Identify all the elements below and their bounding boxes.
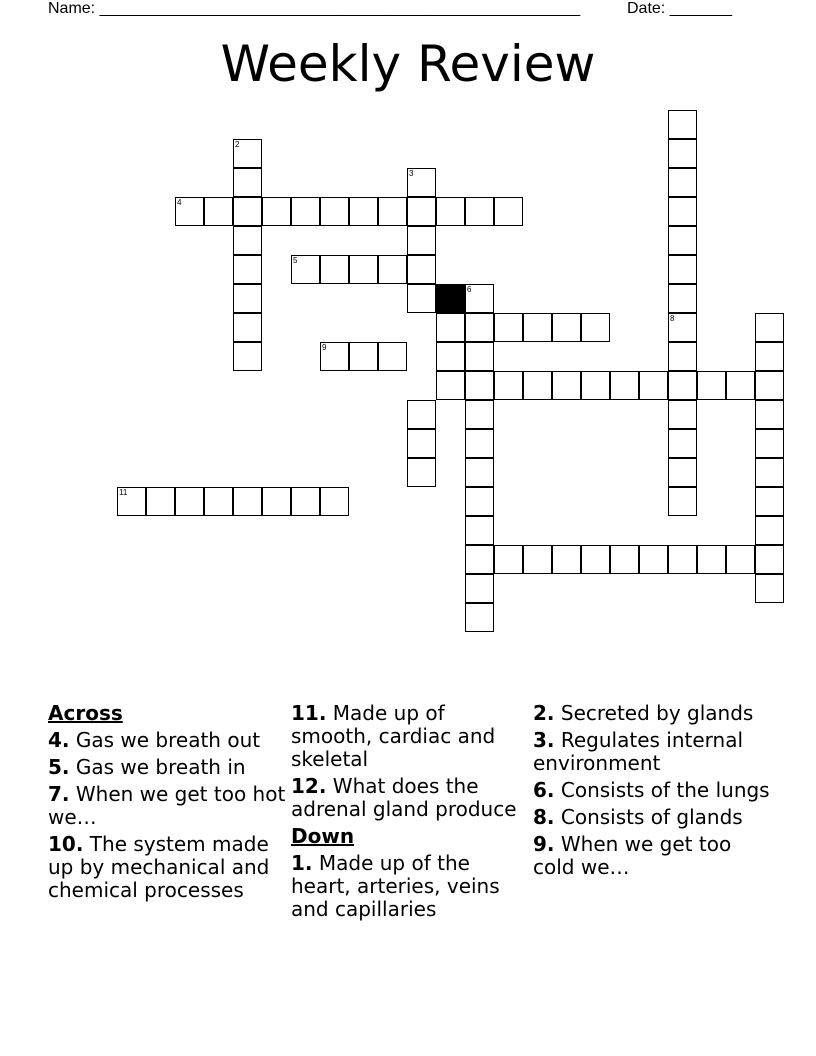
grid-cell[interactable]	[233, 313, 262, 342]
grid-cell[interactable]	[668, 110, 697, 139]
clue-down-8: 8. Consists of glands	[533, 805, 743, 829]
grid-cell[interactable]	[755, 545, 784, 574]
clue-down-1: 1. Made up of the heart, arteries, veins and capillaries	[291, 851, 500, 921]
grid-cell[interactable]	[465, 342, 494, 371]
clue-across-12: 12. What does the adrenal gland produce	[291, 774, 517, 821]
clue-across-10: 10. The system made up by mechanical and chemical processes	[48, 832, 270, 902]
clue-across-4: 4. Gas we breath out	[48, 728, 261, 752]
grid-cell[interactable]	[407, 429, 436, 458]
grid-cell[interactable]	[349, 197, 378, 226]
grid-cell[interactable]	[378, 197, 407, 226]
grid-cell[interactable]	[465, 284, 494, 313]
grid-cell[interactable]	[668, 487, 697, 516]
grid-cell[interactable]	[146, 487, 175, 516]
grid-cell[interactable]	[668, 168, 697, 197]
grid-cell[interactable]	[320, 342, 349, 371]
grid-cell[interactable]	[465, 603, 494, 632]
clue-number: 8	[670, 314, 675, 323]
grid-cell[interactable]	[610, 545, 639, 574]
grid-cell[interactable]	[233, 168, 262, 197]
grid-cell[interactable]	[465, 429, 494, 458]
grid-cell[interactable]	[233, 226, 262, 255]
page-title: Weekly Review	[220, 35, 596, 93]
grid-cell[interactable]	[668, 545, 697, 574]
grid-cell[interactable]	[668, 342, 697, 371]
grid-cell[interactable]	[668, 458, 697, 487]
grid-cell[interactable]	[581, 371, 610, 400]
grid-cell[interactable]	[407, 197, 436, 226]
grid-cell[interactable]	[668, 255, 697, 284]
date-field-label: Date: _______	[627, 0, 732, 17]
grid-cell[interactable]	[755, 458, 784, 487]
grid-cell[interactable]	[668, 400, 697, 429]
grid-cell[interactable]	[755, 574, 784, 603]
grid-cell[interactable]	[552, 545, 581, 574]
grid-cell[interactable]	[755, 487, 784, 516]
clue-number: 5	[293, 256, 298, 265]
clues-column-3	[533, 702, 773, 883]
grid-cell[interactable]	[668, 313, 697, 342]
grid-cell[interactable]	[465, 197, 494, 226]
grid-cell[interactable]	[494, 545, 523, 574]
grid-cell[interactable]	[233, 139, 262, 168]
grid-cell[interactable]	[465, 313, 494, 342]
grid-cell[interactable]	[523, 313, 552, 342]
grid-cell[interactable]	[726, 371, 755, 400]
clue-across-7: 7. When we get too hot we…	[48, 782, 286, 829]
grid-cell[interactable]	[465, 516, 494, 545]
grid-cell[interactable]	[523, 545, 552, 574]
grid-cell[interactable]	[639, 371, 668, 400]
grid-cell[interactable]	[668, 197, 697, 226]
clue-across-5: 5. Gas we breath in	[48, 755, 246, 779]
grid-cell[interactable]	[175, 487, 204, 516]
grid-cell[interactable]	[610, 371, 639, 400]
clues-column-2	[291, 702, 531, 925]
grid-cell[interactable]	[233, 342, 262, 371]
grid-cell[interactable]	[639, 545, 668, 574]
clue-down-3: 3. Regulates internal environment	[533, 728, 744, 775]
grid-cell[interactable]	[407, 400, 436, 429]
grid-cell[interactable]	[407, 226, 436, 255]
clues-column-1	[48, 702, 288, 906]
grid-cell[interactable]	[233, 487, 262, 516]
grid-cell[interactable]	[204, 197, 233, 226]
clue-number: 6	[467, 285, 472, 294]
grid-cell[interactable]	[436, 371, 465, 400]
grid-cell[interactable]	[465, 545, 494, 574]
clue-down-9: 9. When we get too cold we…	[533, 832, 732, 879]
grid-cell[interactable]	[755, 313, 784, 342]
grid-cell[interactable]	[494, 197, 523, 226]
grid-cell[interactable]	[755, 400, 784, 429]
grid-cell[interactable]	[581, 545, 610, 574]
grid-cell[interactable]	[175, 197, 204, 226]
grid-cell[interactable]	[407, 284, 436, 313]
clue-number: 4	[177, 198, 182, 207]
grid-cell[interactable]	[378, 342, 407, 371]
grid-cell[interactable]	[407, 458, 436, 487]
grid-cell[interactable]	[668, 429, 697, 458]
grid-cell[interactable]	[233, 284, 262, 313]
grid-cell[interactable]	[755, 342, 784, 371]
grid-block-cell	[436, 284, 465, 313]
grid-cell[interactable]	[697, 371, 726, 400]
down-heading: Down	[291, 824, 355, 848]
grid-cell[interactable]	[697, 545, 726, 574]
grid-cell[interactable]	[755, 371, 784, 400]
grid-cell[interactable]	[320, 487, 349, 516]
grid-cell[interactable]	[465, 400, 494, 429]
grid-cell[interactable]	[668, 284, 697, 313]
grid-cell[interactable]	[465, 371, 494, 400]
name-field-label: Name: ______________________________________________________	[48, 0, 581, 17]
grid-cell[interactable]	[204, 487, 233, 516]
grid-cell[interactable]	[668, 226, 697, 255]
grid-cell[interactable]	[581, 313, 610, 342]
clue-down-6: 6. Consists of the lungs	[533, 778, 770, 802]
grid-cell[interactable]	[436, 197, 465, 226]
grid-cell[interactable]	[407, 255, 436, 284]
grid-cell[interactable]	[465, 574, 494, 603]
grid-cell[interactable]	[233, 255, 262, 284]
grid-cell[interactable]	[668, 139, 697, 168]
grid-cell[interactable]	[668, 371, 697, 400]
grid-cell[interactable]	[494, 313, 523, 342]
grid-cell[interactable]	[726, 545, 755, 574]
grid-cell[interactable]	[117, 487, 146, 516]
grid-cell[interactable]	[320, 197, 349, 226]
grid-cell[interactable]	[291, 487, 320, 516]
grid-cell[interactable]	[378, 255, 407, 284]
across-heading: Across	[48, 701, 123, 725]
grid-cell[interactable]	[262, 487, 291, 516]
grid-cell[interactable]	[465, 487, 494, 516]
grid-cell[interactable]	[494, 371, 523, 400]
grid-cell[interactable]	[436, 313, 465, 342]
clue-number: 9	[322, 343, 327, 352]
grid-cell[interactable]	[755, 516, 784, 545]
grid-cell[interactable]	[436, 342, 465, 371]
grid-cell[interactable]	[552, 371, 581, 400]
grid-cell[interactable]	[465, 458, 494, 487]
grid-cell[interactable]	[349, 342, 378, 371]
grid-cell[interactable]	[407, 168, 436, 197]
grid-cell[interactable]	[349, 255, 378, 284]
clue-down-2: 2. Secreted by glands	[533, 701, 754, 725]
grid-cell[interactable]	[233, 197, 262, 226]
grid-cell[interactable]	[291, 197, 320, 226]
clue-number: 3	[409, 169, 414, 178]
grid-cell[interactable]	[291, 255, 320, 284]
clue-across-11: 11. Made up of smooth, cardiac and skeletal	[291, 701, 496, 771]
grid-cell[interactable]	[552, 313, 581, 342]
grid-cell[interactable]	[755, 429, 784, 458]
grid-cell[interactable]	[262, 197, 291, 226]
grid-cell[interactable]	[320, 255, 349, 284]
grid-cell[interactable]	[523, 371, 552, 400]
clue-number: 11	[119, 488, 128, 497]
clue-number: 2	[235, 140, 240, 149]
